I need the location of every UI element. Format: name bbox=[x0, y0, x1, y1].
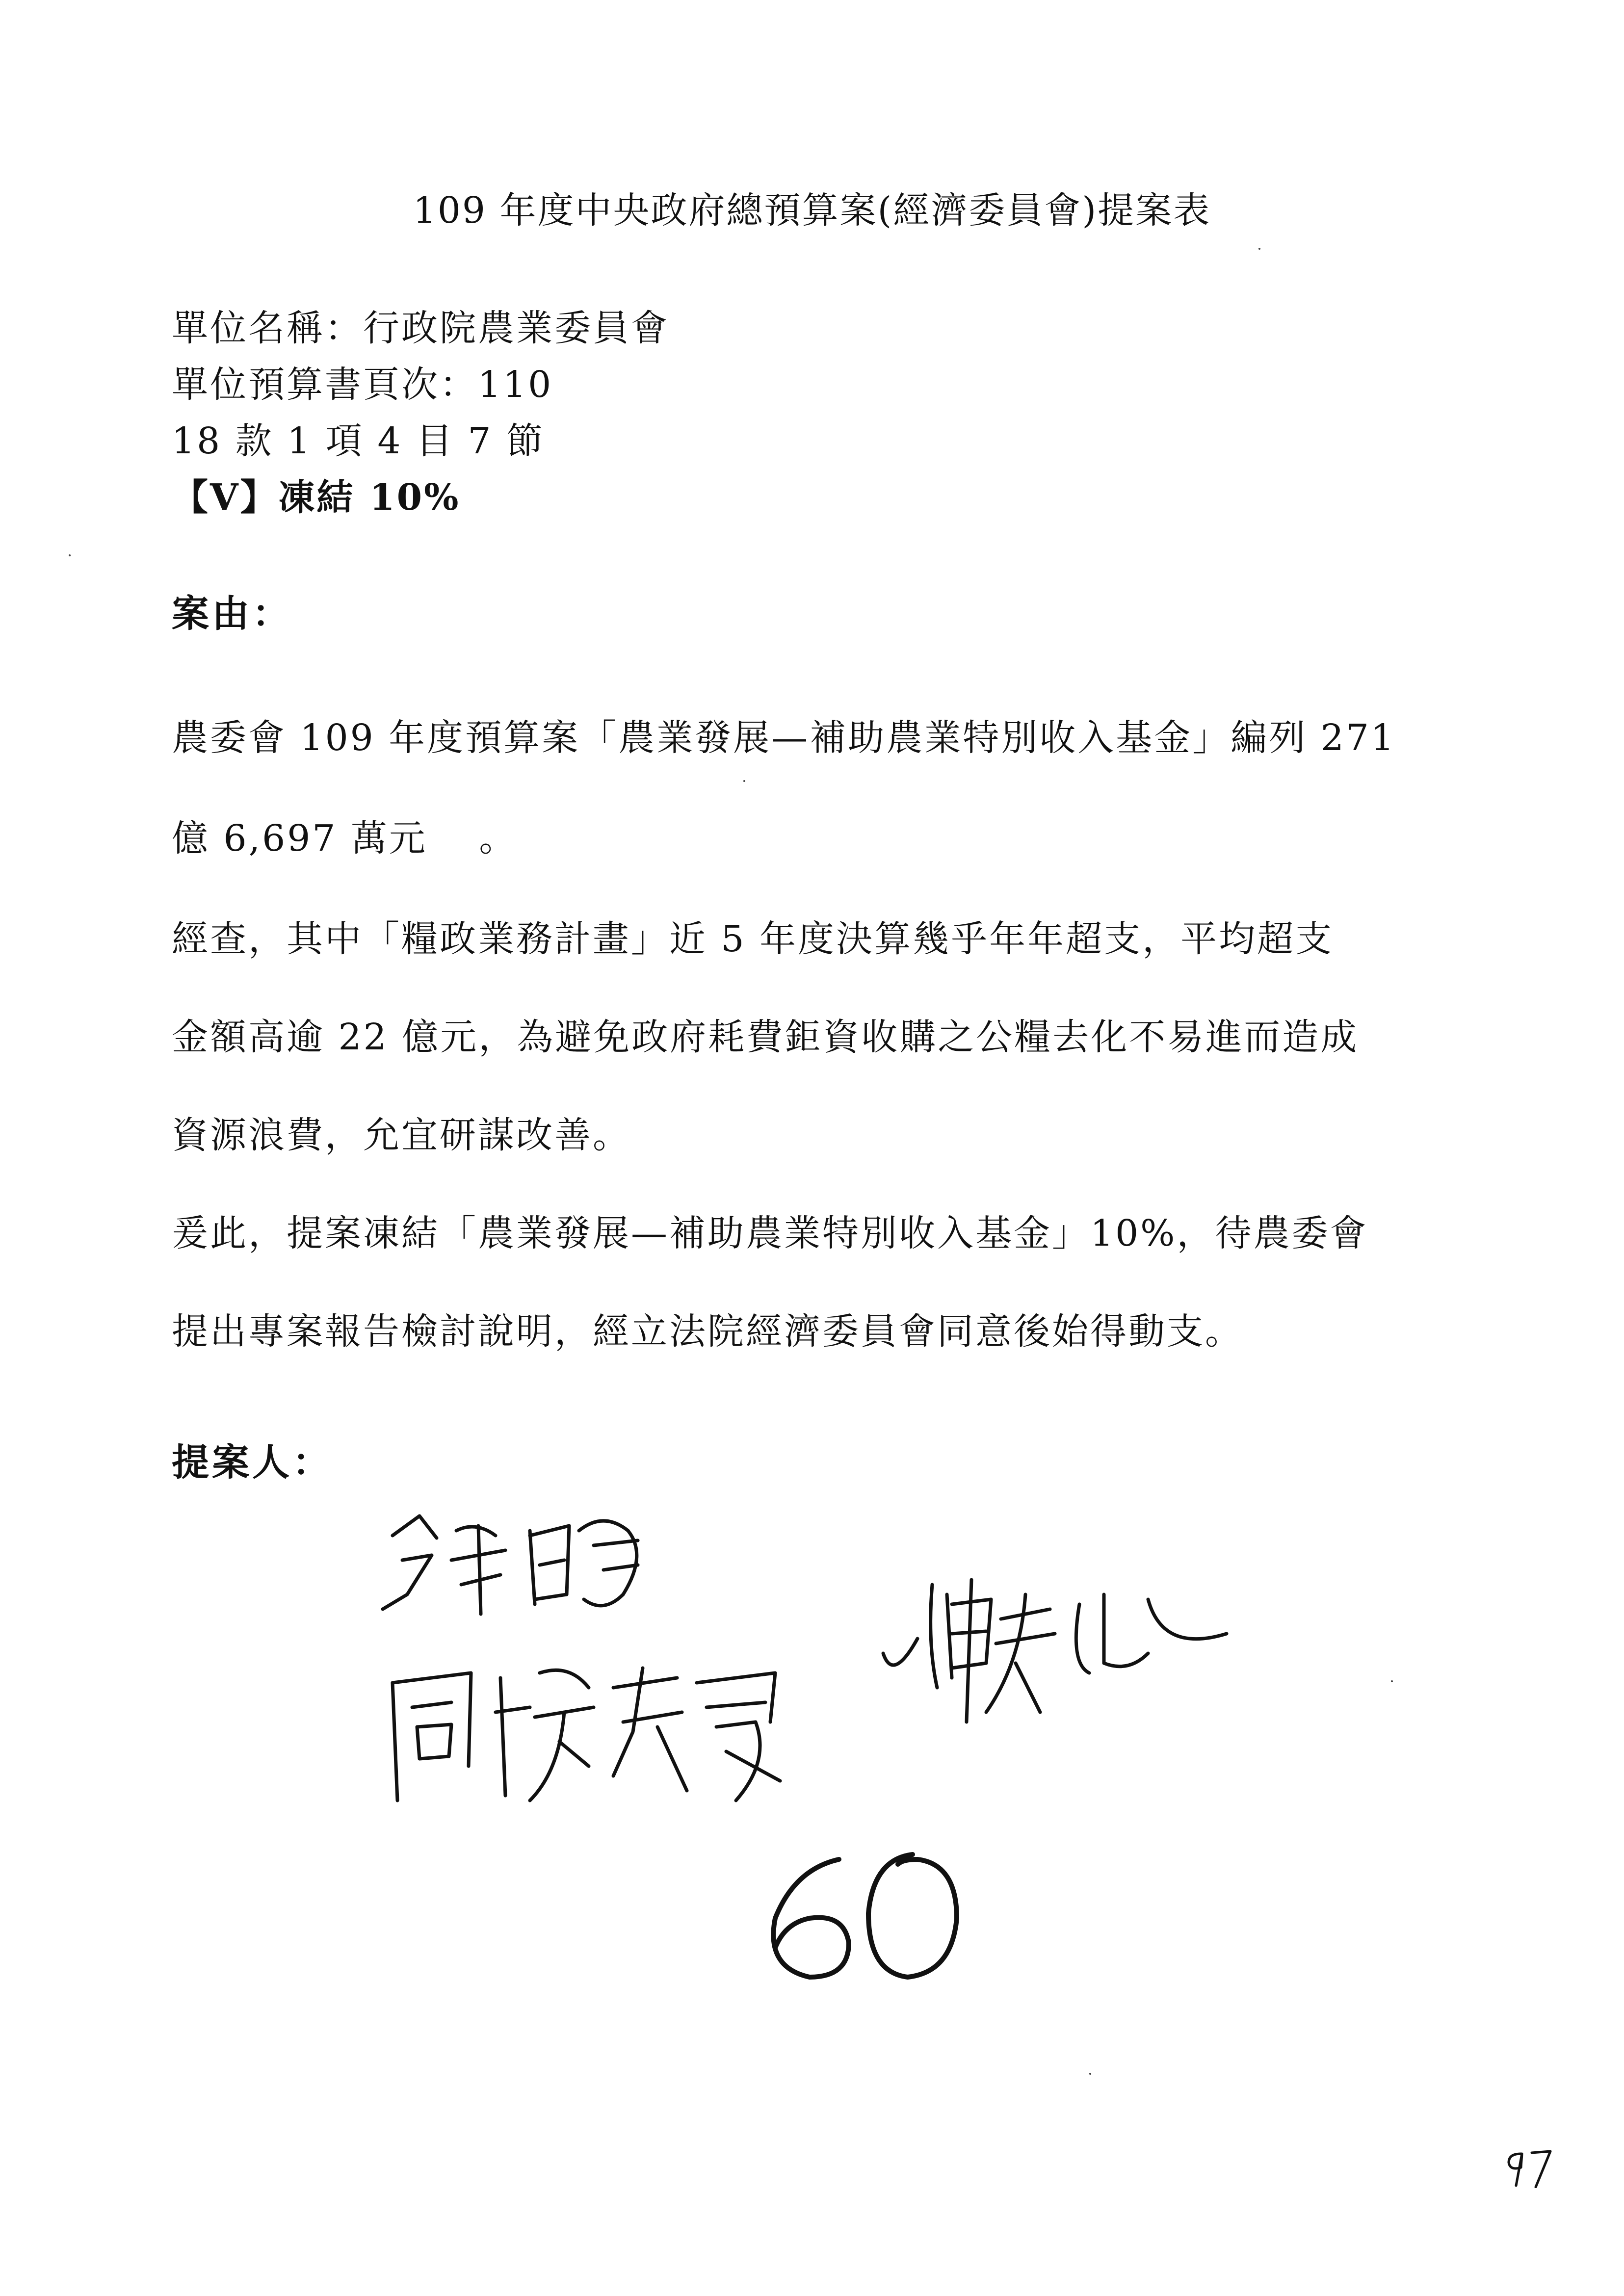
paragraph-line: 資源浪費，允宜研謀改善。 bbox=[172, 1114, 631, 1156]
scan-speck bbox=[1089, 2073, 1091, 2075]
unit-name: 單位名稱：行政院農業委員會 bbox=[172, 307, 669, 349]
signature-1 bbox=[373, 1501, 687, 1629]
budget-page-number: 單位預算書頁次：110 bbox=[172, 364, 553, 406]
scan-speck bbox=[743, 780, 745, 782]
signature-2 bbox=[383, 1653, 805, 1815]
reason-label: 案由： bbox=[172, 592, 292, 635]
paragraph-line: 億 6,697 萬元 。 bbox=[172, 817, 518, 860]
item-code: 18 款 1 項 4 目 7 節 bbox=[172, 420, 545, 462]
paragraph-line: 金額高逾 22 億元，為避免政府耗費鉅資收購之公糧去化不易進而造成 bbox=[172, 1016, 1359, 1058]
scan-speck bbox=[1258, 248, 1260, 250]
paragraph-line: 提出專案報告檢討說明，經立法院經濟委員會同意後始得動支。 bbox=[172, 1310, 1243, 1353]
scan-speck bbox=[1391, 1680, 1393, 1682]
paragraph-line: 爰此，提案凍結「農業發展—補助農業特別收入基金」10%，待農委會 bbox=[172, 1212, 1368, 1254]
page-number bbox=[1501, 2144, 1555, 2190]
paragraph-line: 經查，其中「糧政業務計畫」近 5 年度決算幾乎年年超支，平均超支 bbox=[172, 918, 1334, 960]
paragraph-line: 農委會 109 年度預算案「農業發展—補助農業特別收入基金」編列 271 bbox=[172, 717, 1396, 759]
handwritten-number bbox=[756, 1845, 971, 1989]
freeze-option: 【V】凍結 10% bbox=[172, 476, 461, 519]
proposer-label: 提案人： bbox=[172, 1440, 333, 1484]
document-title: 109 年度中央政府總預算案(經濟委員會)提案表 bbox=[413, 189, 1211, 232]
scan-speck bbox=[69, 554, 71, 556]
signature-3 bbox=[873, 1565, 1236, 1727]
